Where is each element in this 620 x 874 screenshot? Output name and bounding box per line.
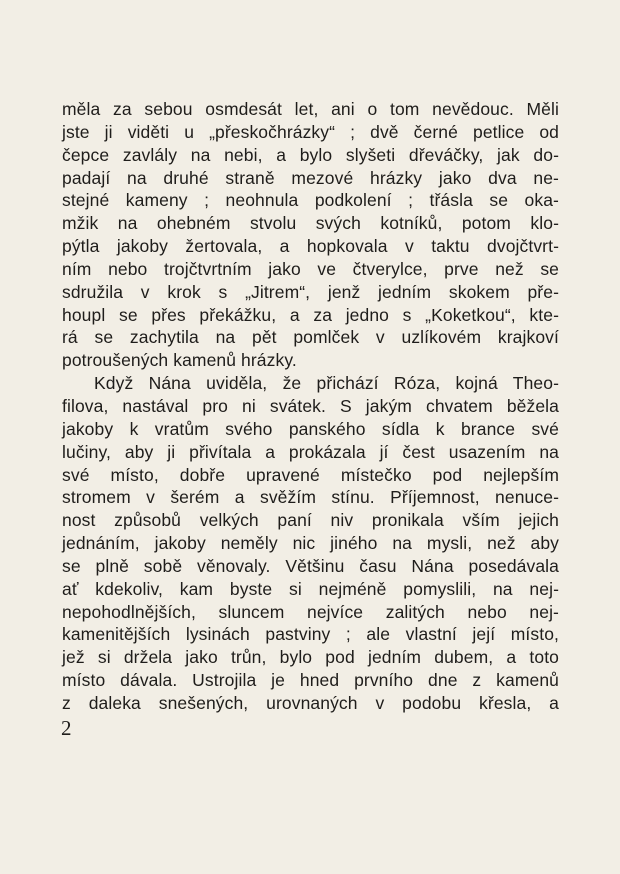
text-line: stromem v šerém a svěžím stínu. Příjemnost, nenuce- xyxy=(62,487,559,508)
text-line: sdružila v krok s „Jitrem“, jenž jedním skokem pře- xyxy=(62,281,559,302)
text-line: Když Nána uviděla, že přichází Róza, kojná Theo- xyxy=(94,373,559,394)
text-line: stejné kameny ; neohnula podkolení ; třásla se oka- xyxy=(62,190,559,211)
text-line: kamenitějších lysinách pastviny ; ale vlastní její místo, xyxy=(62,624,559,645)
text-line: nost způsobů velkých paní niv pronikala vším jejich xyxy=(62,510,559,531)
text-line: jež si držela jako trůn, bylo pod jedním dubem, a toto xyxy=(62,647,559,668)
body-text xyxy=(62,98,559,715)
text-line: ním nebo trojčtvrtním jako ve čtverylce, prve než se xyxy=(62,258,559,279)
text-line: ať kdekoliv, kam byste si nejméně pomyslili, na nej- xyxy=(62,578,559,599)
page-number: 2 xyxy=(61,716,72,740)
text-line: padají na druhé straně mezové hrázky jako dva ne- xyxy=(62,167,559,188)
text-line: houpl se přes překážku, a za jedno s „Koketkou“, kte- xyxy=(62,304,559,325)
text-line: nepohodlnějších, sluncem nejvíce zalitých nebo nej- xyxy=(62,601,559,622)
text-line: své místo, dobře upravené místečko pod nejlepším xyxy=(62,464,559,485)
text-line: jednáním, jakoby neměly nic jiného na mysli, než aby xyxy=(62,533,559,554)
text-line: lučiny, aby ji přivítala a prokázala jí čest usazením na xyxy=(62,441,559,462)
text-line: čepce zavlály na nebi, a bylo slyšeti dřeváčky, jak do- xyxy=(62,144,559,165)
text-line: jakoby k vratům svého panského sídla k brance své xyxy=(62,418,559,439)
text-line: mžik na ohebném stvolu svých kotníků, potom klo- xyxy=(62,213,559,234)
text-line: měla za sebou osmdesát let, ani o tom nevědouc. Měli xyxy=(62,99,559,119)
text-line: místo dávala. Ustrojila je hned prvního dne z kamenů xyxy=(62,670,559,691)
text-line: potroušených kamenů hrázky. xyxy=(62,350,297,371)
text-line: pýtla jakoby žertovala, a hopkovala v taktu dvojčtvrt- xyxy=(62,236,559,257)
text-line: jste ji viděti u „přeskočhrázky“ ; dvě černé petlice od xyxy=(62,121,559,142)
text-line: se plně sobě věnovaly. Většinu času Nána posedávala xyxy=(62,555,559,576)
text-line: filova, nastával pro ni svátek. S jakým chvatem běžela xyxy=(62,395,559,416)
text-line: rá se zachytila na pět pomlček v uzlíkovém krajkoví xyxy=(62,327,559,348)
text-line: z daleka snešených, urovnaných v podobu křesla, a xyxy=(62,692,559,713)
